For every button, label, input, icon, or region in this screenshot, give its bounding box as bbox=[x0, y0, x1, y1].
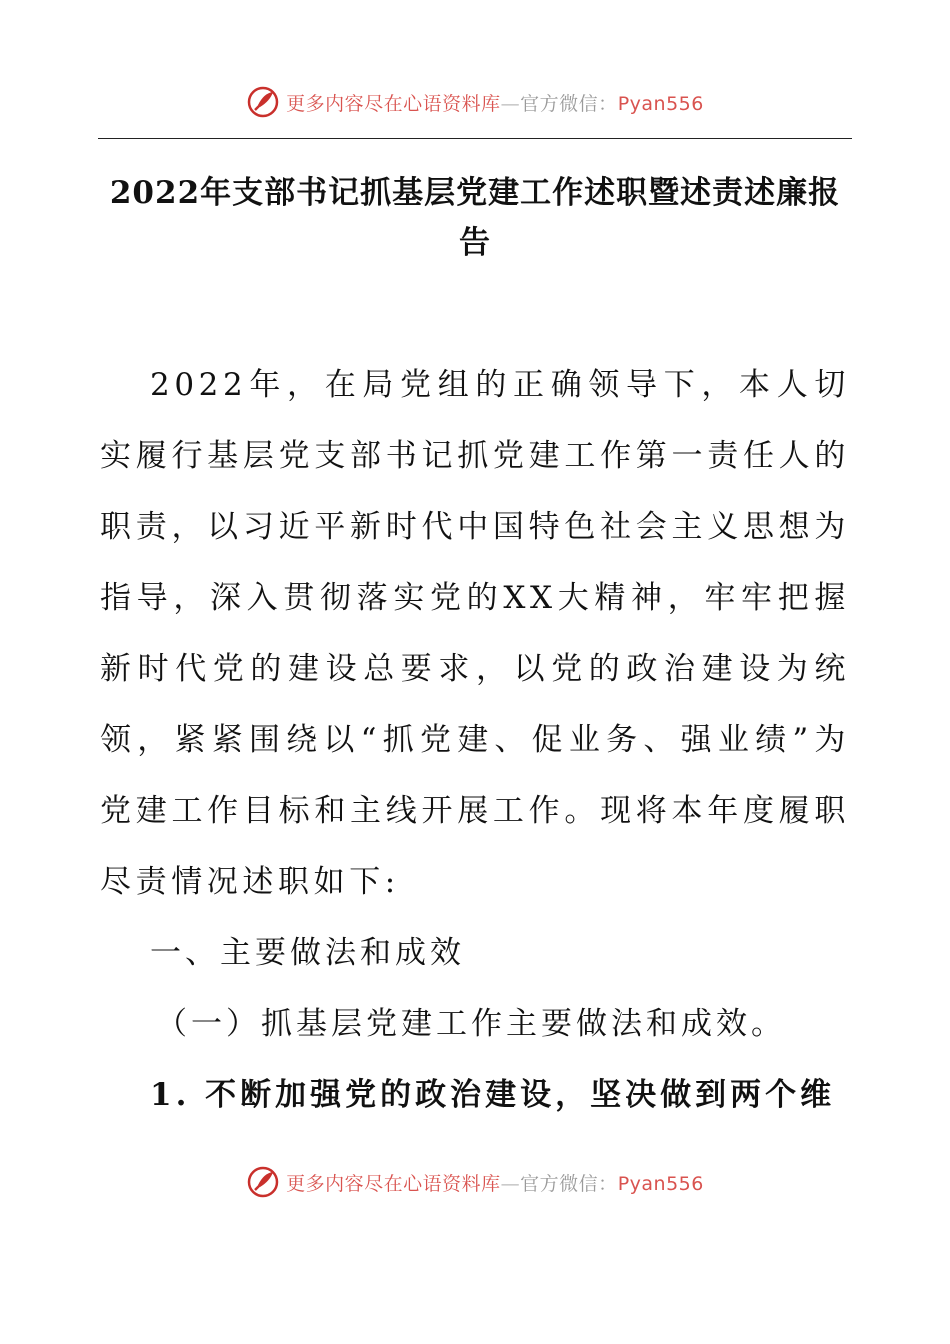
document-body bbox=[100, 350, 850, 1131]
banner-text: 更多内容尽在心语资料库—官方微信：Pyan556 bbox=[286, 92, 704, 115]
header-divider bbox=[98, 138, 852, 139]
document-title: 2022年支部书记抓基层党建工作述职暨述责述廉报告 bbox=[109, 175, 841, 261]
intro-paragraph: 2022年，在局党组的正确领导下，本人切实履行基层党支部书记抓党建工作第一责任人的职责，以习近平新时代中国特色社会主义思想为指导，深入贯彻落实党的XX大精神，牢牢把握新时代党的建设总要求，以党的政治建设为统领，紧紧围绕以“抓党建、促业务、强业绩”为党建工作目标和主线开展工作。现将本年度履职尽责情况述职如下: bbox=[100, 367, 850, 900]
quill-logo-icon bbox=[246, 1165, 280, 1199]
subsection-heading: （一）抓基层党建工作主要做法和成效。 bbox=[156, 1006, 786, 1042]
footer-banner bbox=[0, 1162, 950, 1202]
banner-text: 更多内容尽在心语资料库—官方微信：Pyan556 bbox=[286, 1172, 704, 1195]
item-heading: 1. 不断加强党的政治建设，坚决做到两个维 bbox=[150, 1077, 836, 1113]
section-heading: 一、主要做法和成效 bbox=[150, 935, 465, 971]
quill-logo-icon bbox=[246, 85, 280, 119]
header-banner bbox=[0, 82, 950, 122]
